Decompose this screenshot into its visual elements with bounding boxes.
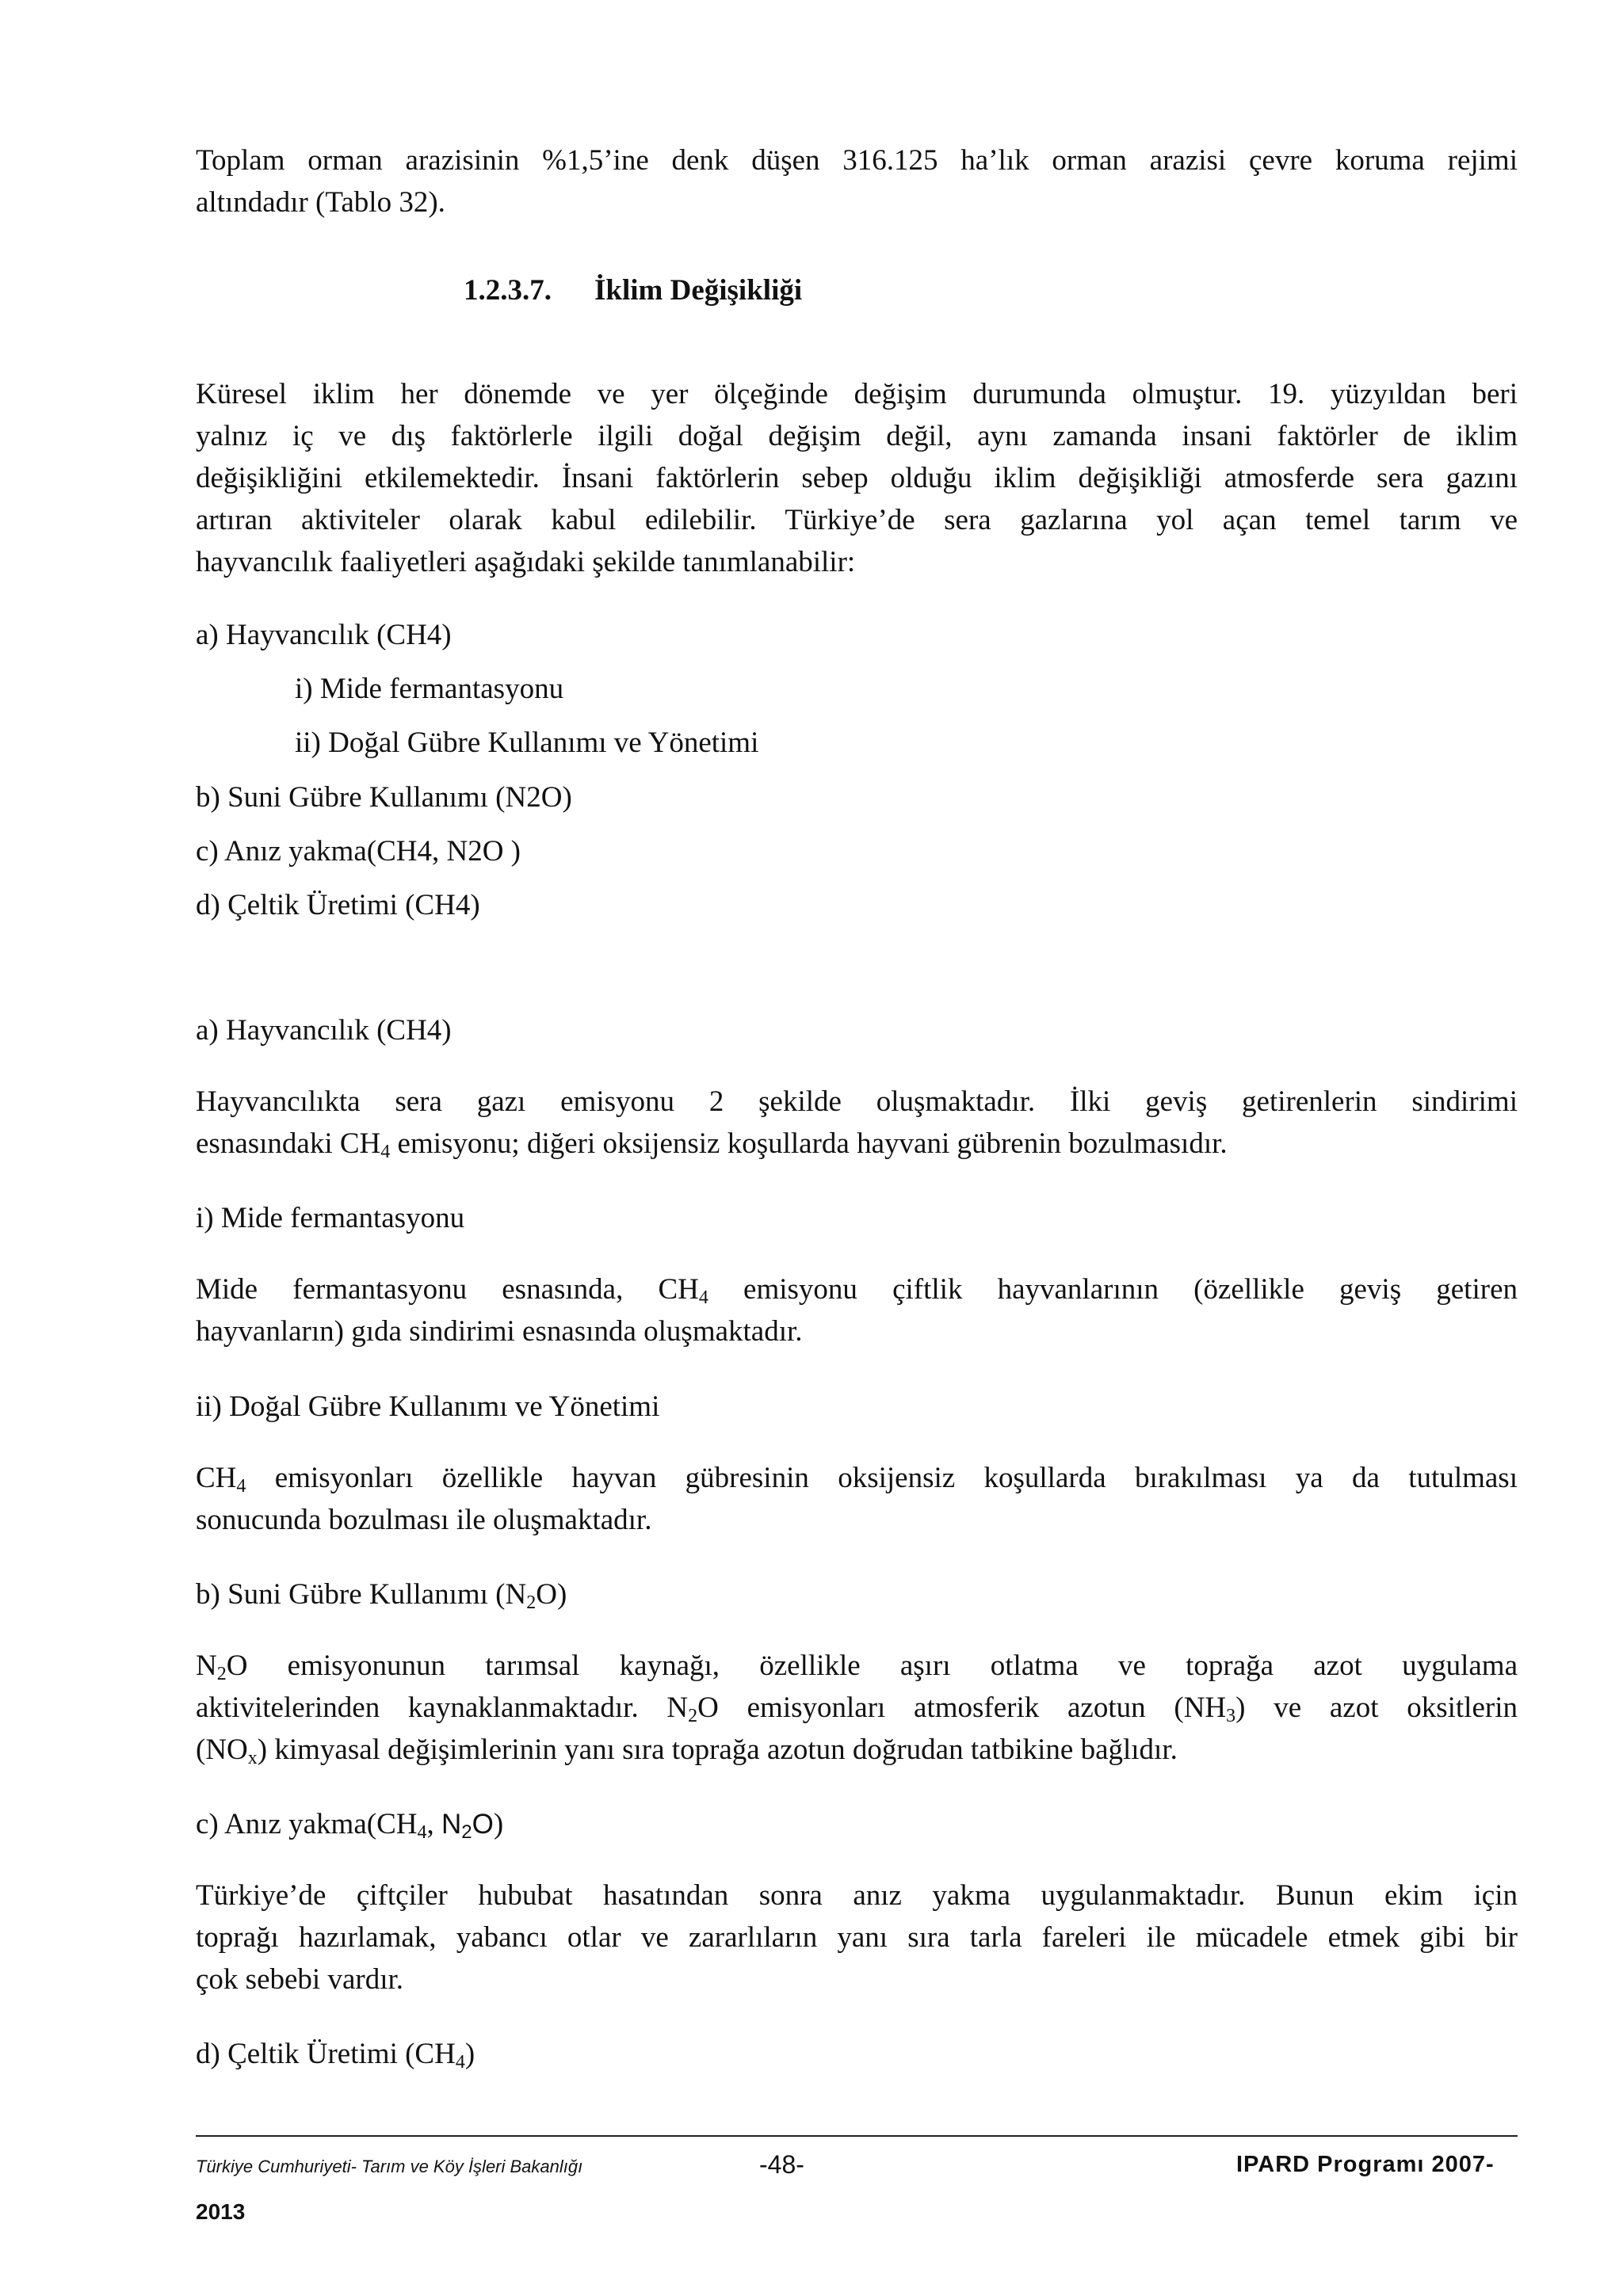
section-title: İklim Değişikliği bbox=[594, 274, 803, 307]
intro-line-1: Toplam orman arazisinin %1,5’ine denk düşen 316.125 ha’lık orman arazisi çevre koruma rejimi bbox=[196, 144, 1518, 177]
climate-line-3: değişikliğini etkilemektedir. İnsani faktörlerin sebep olduğu iklim değişikliği atmosferde sera gazını bbox=[196, 462, 1518, 494]
hayvancilik-paragraph bbox=[196, 1081, 1518, 1165]
climate-line-2: yalnız iç ve dış faktörlerle ilgili doğal değişim değil, aynı zamanda insani faktörler de iklim bbox=[196, 420, 1518, 452]
hayvancilik-heading: a) Hayvancılık (CH4) bbox=[196, 1014, 452, 1047]
suni-paragraph bbox=[196, 1645, 1518, 1771]
hayvancilik-line-1: Hayvancılıkta sera gazı emisyonu 2 şekilde oluşmaktadır. İlki geviş getirenlerin sindirimi bbox=[196, 1085, 1518, 1118]
gubre-heading: ii) Doğal Gübre Kullanımı ve Yönetimi bbox=[196, 1390, 660, 1423]
footer-year: 2013 bbox=[196, 2199, 246, 2224]
section-number: 1.2.3.7. bbox=[464, 274, 552, 307]
suni-line-1: $N_2O$ emisyonunun tarımsal kaynağı, özellikle aşırı otlatma ve toprağa azot uygulama bbox=[196, 1650, 1518, 1684]
aniz-heading: c) Anız $yakma(CH_4$, $N_2O$) bbox=[196, 1808, 504, 1843]
climate-line-5: hayvancılık faaliyetleri aşağıdaki şekilde tanımlanabilir: bbox=[196, 546, 856, 578]
aniz-paragraph bbox=[196, 1875, 1518, 2000]
section-heading bbox=[464, 273, 802, 307]
suni-heading: b) Suni Gübre Kullanımı $(N_2O)$ bbox=[196, 1578, 567, 1613]
celtik-heading: d) Çeltik Üretimi $(CH_4)$ bbox=[196, 2038, 475, 2073]
footer-ministry: Türkiye Cumhuriyeti- Tarım ve Köy İşleri Bakanlığı bbox=[196, 2157, 583, 2176]
mide-heading: i) Mide fermantasyonu bbox=[196, 1202, 465, 1234]
gubre-line-1: $CH_4$ emisyonları özellikle hayvan gübresinin oksijensiz koşullarda bırakılması ya da tutulması bbox=[196, 1462, 1518, 1497]
footer-page-number: -48- bbox=[759, 2150, 804, 2179]
list-item-d: d) Çeltik Üretimi (CH4) bbox=[196, 889, 480, 921]
list-item-a-ii: ii) Doğal Gübre Kullanımı ve Yönetimi bbox=[295, 727, 759, 759]
climate-line-1: Küresel iklim her dönemde ve yer ölçeğinde değişim durumunda olmuştur. 19. yüzyıldan beri bbox=[196, 378, 1518, 410]
gubre-line-2: sonucunda bozulması ile oluşmaktadır. bbox=[196, 1504, 652, 1536]
list-item-c: c) Anız yakma(CH4, N2O ) bbox=[196, 835, 521, 868]
list-item-a-i: i) Mide fermantasyonu bbox=[295, 673, 564, 705]
mide-paragraph bbox=[196, 1268, 1518, 1352]
intro-paragraph bbox=[196, 139, 1518, 223]
mide-line-2: hayvanların) gıda sindirimi esnasında oluşmaktadır. bbox=[196, 1315, 803, 1348]
mide-line-1: Mide fermantasyonu esnasında, $CH_4$ emisyonu çiftlik hayvanlarının (özellikle geviş getiren bbox=[196, 1273, 1518, 1308]
climate-line-4: artıran aktiviteler olarak kabul edilebilir. Türkiye’de sera gazlarına yol açan temel tarım ve bbox=[196, 504, 1518, 536]
hayvancilik-line-2: esnasındaki $CH_4$ emisyonu; diğeri oksijensiz koşullarda hayvani gübrenin bozulmasıdır. bbox=[196, 1127, 1228, 1162]
aniz-line-3: çok sebebi vardır. bbox=[196, 1963, 403, 1996]
suni-line-2: aktivitelerinden kaynaklanmaktadır. $N_2O$ emisyonları atmosferik azotun $(NH_3)$ ve azot oksitlerin bbox=[196, 1691, 1518, 1726]
intro-line-2: altındadır (Tablo 32). bbox=[196, 186, 445, 219]
suni-line-3: $(NO_x)$ kimyasal değişimlerinin yanı sıra toprağa azotun doğrudan tatbikine bağlıdır. bbox=[196, 1733, 1178, 1768]
aniz-line-1: Türkiye’de çiftçiler hububat hasatından sonra anız yakma uygulanmaktadır. Bunun ekim için bbox=[196, 1879, 1518, 1912]
climate-paragraph bbox=[196, 373, 1518, 583]
gubre-paragraph bbox=[196, 1457, 1518, 1541]
footer-program-title: IPARD Programı 2007- bbox=[1236, 2152, 1495, 2177]
list-item-b: b) Suni Gübre Kullanımı (N2O) bbox=[196, 781, 572, 814]
aniz-line-2: toprağı hazırlamak, yabancı otlar ve zararlıların yanı sıra tarla fareleri ile mücadele etmek gibi bir bbox=[196, 1921, 1518, 1954]
list-item-a: a) Hayvancılık (CH4) bbox=[196, 619, 452, 651]
footer-divider bbox=[196, 2135, 1518, 2137]
